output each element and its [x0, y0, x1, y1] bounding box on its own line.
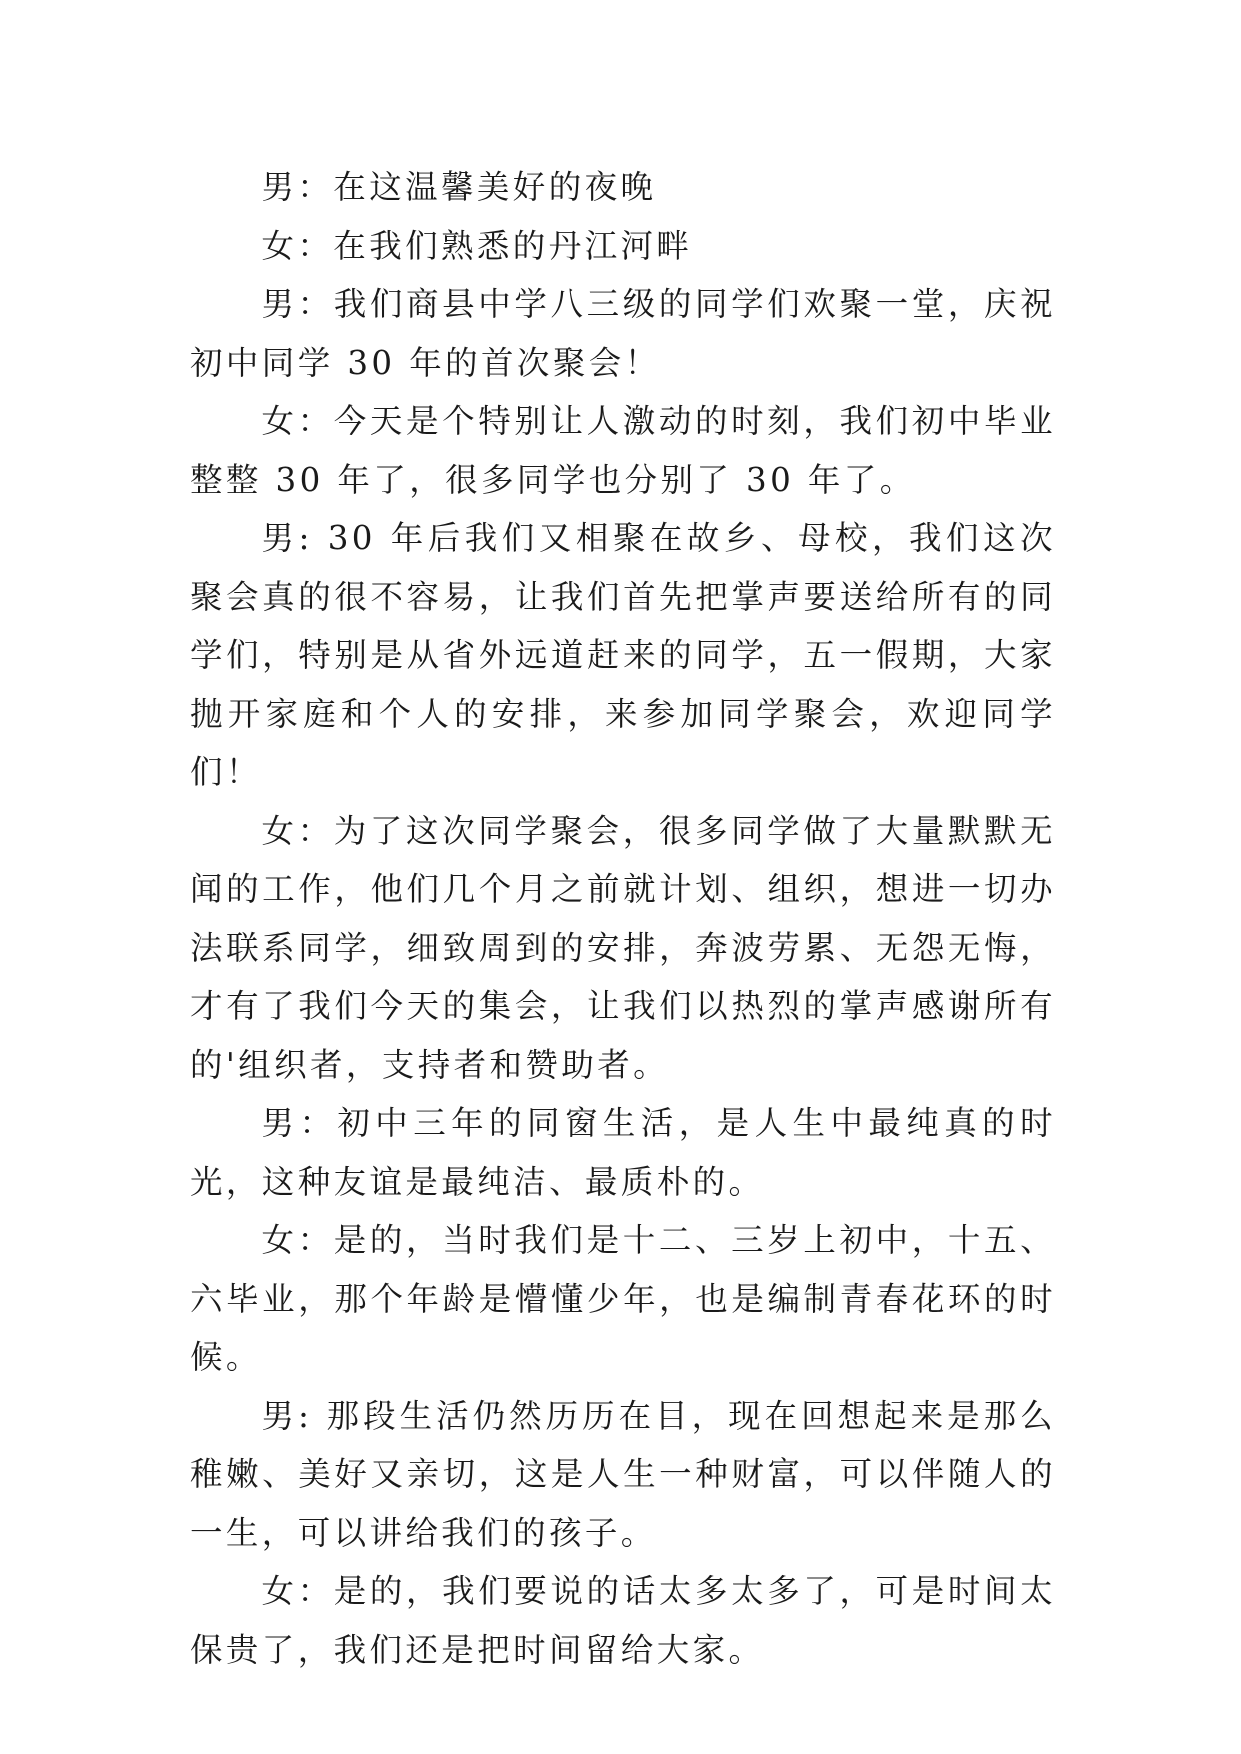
speaker-label: 女 — [261, 402, 298, 440]
dialogue-line — [190, 1387, 1056, 1563]
dialogue-line — [190, 158, 1056, 217]
dialogue-line — [190, 802, 1056, 1095]
dialogue-line — [190, 275, 1056, 392]
line-text: ：在这温馨美好的夜晚 — [297, 168, 657, 206]
dialogue-line — [190, 392, 1056, 509]
speaker-label: 女 — [261, 811, 298, 850]
line-text: ：初中三年的同窗生活，是人生中最纯真的时光，这种友谊是最纯洁、最质朴的。 — [190, 1104, 1056, 1201]
speaker-label: 男 — [261, 168, 298, 206]
dialogue-line — [190, 1094, 1056, 1211]
line-text: : 那段生活仍然历历在目，现在回想起来是那么稚嫩、美好又亲切，这是人生一种财富，可以伴随人的一生，可以讲给我们的孩子。 — [190, 1396, 1056, 1552]
speaker-label: 男 — [261, 1396, 298, 1435]
speaker-label: 女 — [261, 1221, 298, 1259]
line-text: ：是的，我们要说的话太多太多了，可是时间太保贵了，我们还是把时间留给大家。 — [190, 1572, 1056, 1669]
dialogue-line — [190, 509, 1056, 802]
line-text: : 30 年后我们又相聚在故乡、母校，我们这次聚会真的很不容易，让我们首先把掌声要送给所有的同学们，特别是从省外远道赶来的同学，五一假期，大家抛开家庭和个人的安排，来参加同学聚会，欢迎同学们！ — [190, 519, 1056, 791]
line-text: ：在我们熟悉的丹江河畔 — [297, 226, 693, 265]
dialogue-line — [190, 217, 1056, 276]
speaker-label: 女 — [261, 226, 298, 265]
dialogue-body — [190, 158, 1056, 1679]
line-text: ：我们商县中学八三级的同学们欢聚一堂，庆祝初中同学 30 年的首次聚会！ — [190, 285, 1056, 382]
speaker-label: 女 — [261, 1572, 298, 1610]
speaker-label: 男 — [261, 285, 298, 323]
speaker-label: 男 — [261, 1104, 300, 1142]
line-text: ：为了这次同学聚会，很多同学做了大量默默无闻的工作，他们几个月之前就计划、组织，想进一切办法联系同学，细致周到的安排，奔波劳累、无怨无悔，才有了我们今天的集会，让我们以热烈的掌声感谢所有的'组织者，支持者和赞助者。 — [190, 811, 1056, 1084]
dialogue-line — [190, 1211, 1056, 1387]
line-text: ：是的，当时我们是十二、三岁上初中，十五、六毕业，那个年龄是懵懂少年，也是编制青春花环的时候。 — [190, 1221, 1056, 1376]
speaker-label: 男 — [261, 519, 299, 557]
dialogue-line — [190, 1562, 1056, 1679]
line-text: ：今天是个特别让人激动的时刻，我们初中毕业整整 30 年了，很多同学也分别了 30 年了。 — [190, 402, 1056, 499]
